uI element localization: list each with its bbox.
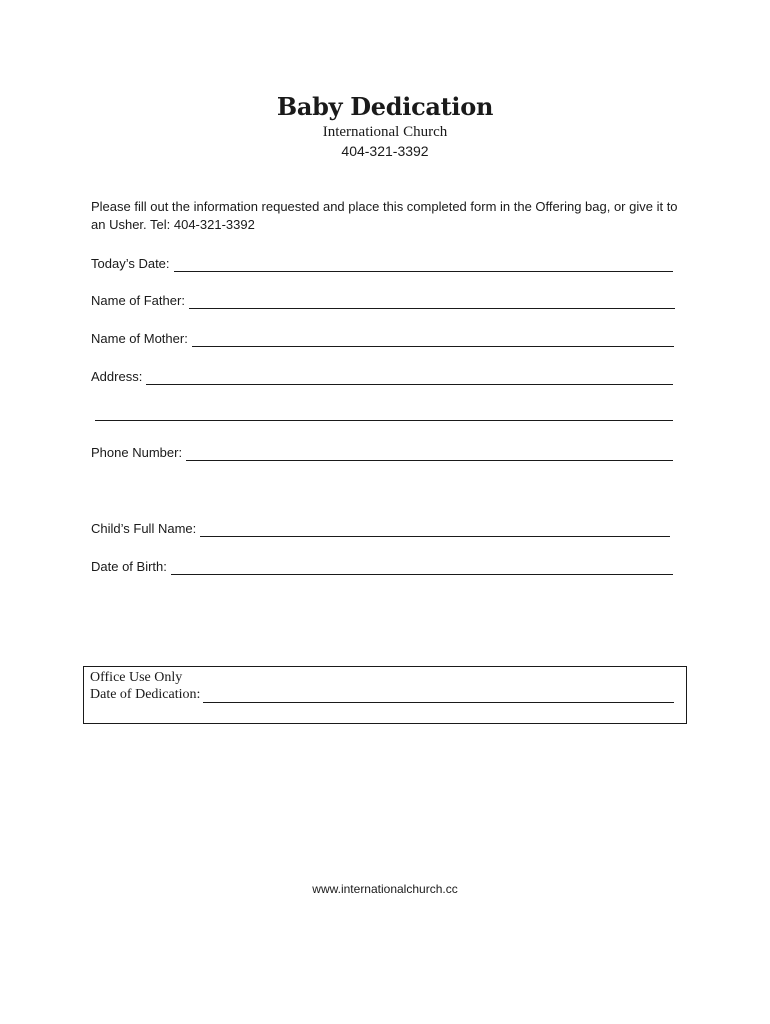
address-field xyxy=(91,367,673,385)
instructions-text: Please fill out the information requested and place this completed form in the Offering bag, or give it to an Usher. Tel: 404-321-3392 xyxy=(91,199,678,232)
father-name-field xyxy=(91,291,675,309)
organization-phone: 404-321-3392 xyxy=(341,143,429,159)
dedication-date-line[interactable] xyxy=(203,690,674,703)
phone-number-label: Phone Number: xyxy=(91,445,183,460)
todays-date-line[interactable] xyxy=(174,259,673,272)
dedication-date-label: Date of Dedication: xyxy=(90,687,201,702)
address-second-line[interactable] xyxy=(95,420,673,421)
date-of-birth-field xyxy=(91,557,673,575)
office-use-box xyxy=(83,666,687,724)
todays-date-label: Today’s Date: xyxy=(91,256,170,271)
mother-name-field xyxy=(91,329,674,347)
child-full-name-line[interactable] xyxy=(200,524,670,537)
todays-date-field xyxy=(91,254,673,272)
dedication-date-field xyxy=(90,687,674,703)
date-of-birth-label: Date of Birth: xyxy=(91,559,167,574)
child-full-name-field xyxy=(91,519,670,537)
father-name-line[interactable] xyxy=(189,296,675,309)
phone-number-line[interactable] xyxy=(186,448,673,461)
phone-number-field xyxy=(91,443,673,461)
mother-name-line[interactable] xyxy=(192,334,674,347)
address-line[interactable] xyxy=(146,372,673,385)
child-full-name-label: Child’s Full Name: xyxy=(91,521,197,536)
footer-website: www.internationalchurch.cc xyxy=(312,882,458,896)
address-label: Address: xyxy=(91,369,143,384)
date-of-birth-line[interactable] xyxy=(171,562,673,575)
form-title: Baby Dedication xyxy=(276,92,494,121)
office-use-title: Office Use Only xyxy=(90,670,183,685)
mother-name-label: Name of Mother: xyxy=(91,331,188,346)
father-name-label: Name of Father: xyxy=(91,293,185,308)
organization-name: International Church xyxy=(322,124,448,140)
